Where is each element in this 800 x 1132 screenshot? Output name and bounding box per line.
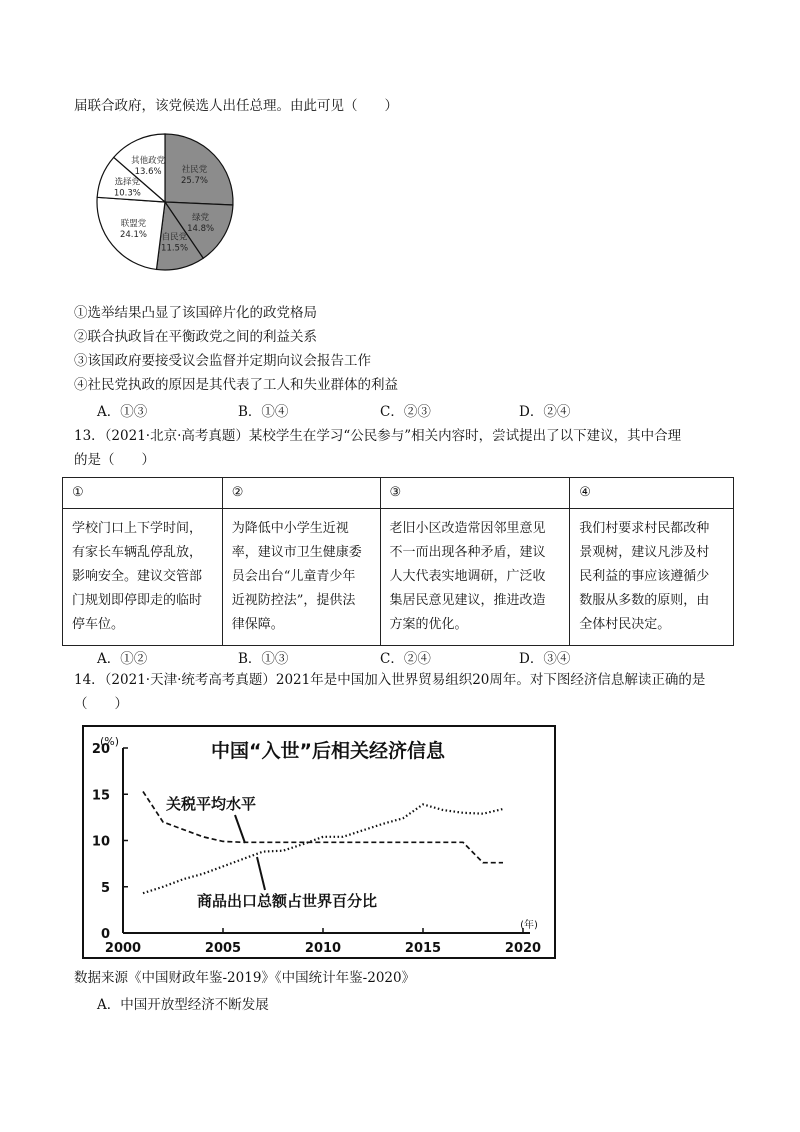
q12-option-a[interactable]: A．①③ — [97, 404, 148, 420]
pie-label-pct: 14.8% — [187, 223, 215, 234]
pie-label-name: 社民党 — [181, 164, 208, 175]
chart-title: 中国“入世”后相关经济信息 — [211, 740, 445, 762]
x-tick-label: 2020 — [504, 941, 542, 956]
q14-stem-line2: （ ） — [74, 696, 128, 712]
x-tick-label: 2010 — [304, 941, 342, 956]
cell-line: 数服从多数的原则，由 — [579, 593, 710, 608]
pie-label-pct: 10.3% — [113, 188, 141, 199]
table-header-3: ③ — [380, 478, 570, 509]
q13-stem-line2: 的是（ ） — [74, 452, 155, 468]
party-pie-chart — [78, 126, 248, 278]
table-header-1: ① — [63, 478, 223, 509]
cell-line: 律保障。 — [231, 617, 284, 632]
pie-label-name: 绿党 — [192, 212, 210, 223]
cell-line: 影响安全。建议交管部 — [72, 569, 203, 584]
pie-label-pct: 24.1% — [119, 229, 147, 240]
series-export-line — [143, 804, 503, 893]
pie-label-pct: 11.5% — [161, 243, 189, 254]
pie-label-name: 选择党 — [114, 177, 141, 188]
data-source-note: 数据来源《中国财政年鉴-2019》《中国统计年鉴-2020》 — [74, 970, 416, 986]
table-cell-2 — [222, 509, 380, 646]
cell-line: 我们村要求村民都改种 — [579, 521, 710, 536]
legend-export: 商品出口总额占世界百分比 — [197, 892, 378, 910]
table-cell-1 — [63, 509, 223, 646]
cell-line: 方案的优化。 — [389, 617, 468, 632]
pie-label-name: 联盟党 — [120, 218, 147, 229]
x-tick-label: 2015 — [404, 941, 442, 956]
tariff-label-leader — [235, 815, 245, 843]
table-header-2: ② — [222, 478, 380, 509]
statement-2: ②联合执政旨在平衡政党之间的利益关系 — [74, 329, 317, 345]
cell-line: 率，建议市卫生健康委 — [231, 545, 362, 560]
pie-label-name: 其他政党 — [131, 155, 166, 166]
q13-options-table — [62, 477, 734, 646]
cell-line: 近视防控法”，提供法 — [231, 593, 356, 608]
q13-option-d[interactable]: D．③④ — [519, 651, 571, 667]
q13-option-a[interactable]: A．①② — [97, 651, 148, 667]
y-axis-unit: (%) — [100, 735, 120, 748]
x-tick-label: 2005 — [204, 941, 242, 956]
legend-tariff: 关税平均水平 — [166, 795, 257, 813]
cell-line: 员会出台“儿童青少年 — [231, 569, 356, 584]
pie-label-name: 自民党 — [161, 232, 188, 243]
q13-option-c[interactable]: C．②④ — [380, 651, 431, 667]
y-tick-label: 0 — [100, 927, 110, 942]
cell-line: 有家长车辆乱停乱放， — [72, 545, 203, 560]
y-tick-label: 5 — [100, 880, 110, 896]
q12-option-d[interactable]: D．②④ — [519, 404, 571, 420]
pie-label-pct: 13.6% — [134, 166, 162, 177]
cell-line: 人大代表实地调研，广泛收 — [389, 569, 546, 584]
q12-intro-line: 届联合政府，该党候选人出任总理。由此可见（ ） — [74, 98, 398, 114]
y-tick-label: 10 — [91, 834, 110, 850]
export-label-leader — [257, 857, 265, 890]
statement-4: ④社民党执政的原因是其代表了工人和失业群体的利益 — [74, 377, 398, 393]
table-cell-3 — [380, 509, 570, 646]
q13-option-b[interactable]: B．①③ — [238, 651, 289, 667]
q12-option-c[interactable]: C．②③ — [380, 404, 431, 420]
pie-label-pct: 25.7% — [180, 175, 208, 186]
cell-line: 为降低中小学生近视 — [231, 521, 349, 536]
statement-1: ①选举结果凸显了该国碎片化的政党格局 — [74, 305, 317, 321]
cell-line: 全体村民决定。 — [579, 617, 671, 632]
table-header-4: ④ — [570, 478, 734, 509]
cell-line: 学校门口上下学时间， — [72, 521, 203, 536]
q14-stem-line1: 14．（2021·天津·统考高考真题）2021年是中国加入世界贸易组织20周年。对下图经济信息解读正确的是 — [74, 672, 706, 688]
cell-line: 老旧小区改造常因邻里意见 — [389, 521, 546, 536]
x-tick-label: 2000 — [104, 941, 142, 956]
cell-line: 集居民意见建议，推进改造 — [389, 593, 546, 608]
table-cell-4 — [570, 509, 734, 646]
y-tick-label: 15 — [91, 788, 110, 804]
cell-line: 景观树，建议凡涉及村 — [579, 545, 710, 560]
statement-3: ③该国政府要接受议会监督并定期向议会报告工作 — [74, 353, 371, 369]
q13-stem-line1: 13．（2021·北京·高考真题）某校学生在学习“公民参与”相关内容时，尝试提出了以下建议，其中合理 — [74, 428, 682, 444]
q14-option-a[interactable]: A．中国开放型经济不断发展 — [97, 997, 269, 1013]
y-tick-label: 20 — [91, 742, 110, 757]
cell-line: 停车位。 — [72, 617, 125, 632]
q12-option-b[interactable]: B．①④ — [238, 404, 289, 420]
cell-line: 门规划即停即走的临时 — [72, 593, 203, 608]
wto-economic-chart — [82, 725, 556, 959]
cell-line: 民利益的事应该遵循少 — [579, 569, 710, 584]
cell-line: 不一而出现各种矛盾，建议 — [389, 545, 546, 560]
x-axis-unit: (年) — [520, 920, 538, 931]
